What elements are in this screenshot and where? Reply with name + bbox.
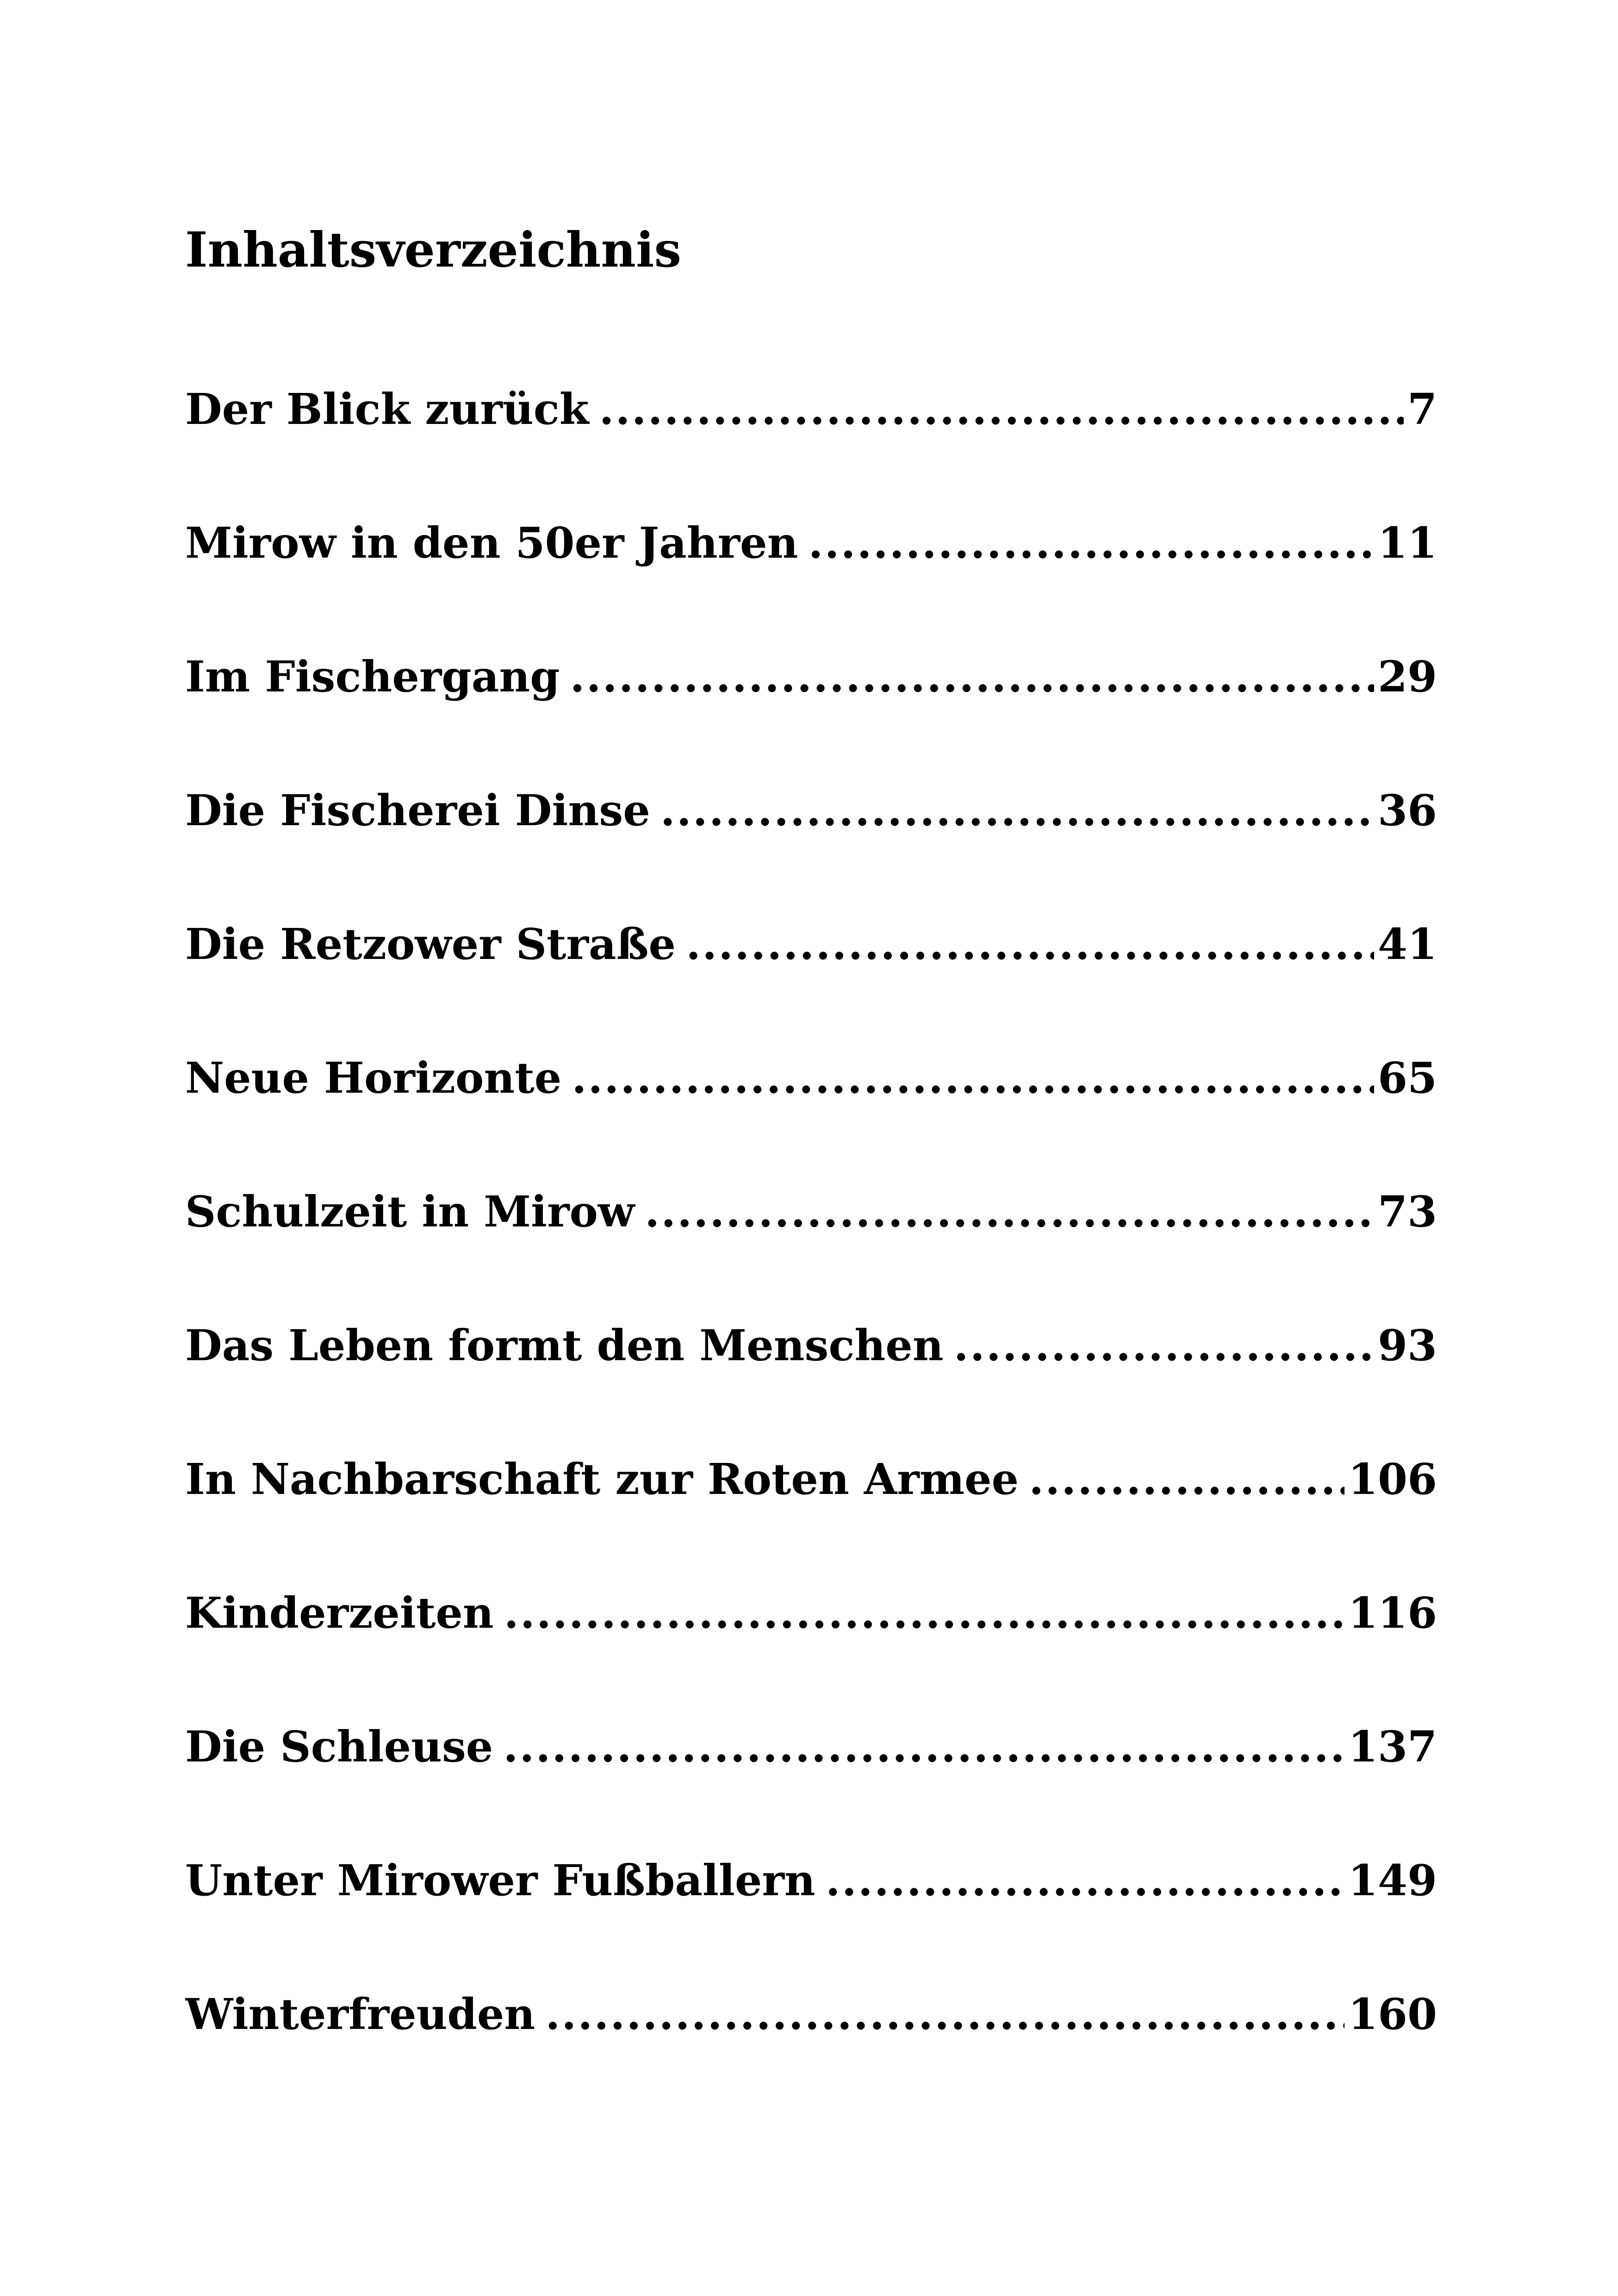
toc-entry-title: Unter Mirower Fußballern xyxy=(185,1859,815,1905)
dot-leader xyxy=(660,789,1374,832)
toc-page-number: 41 xyxy=(1377,923,1437,969)
dot-leader xyxy=(954,1324,1374,1367)
toc-page-number: 149 xyxy=(1348,1859,1437,1905)
dot-leader xyxy=(808,522,1374,564)
toc-entry-title: Die Fischerei Dinse xyxy=(185,789,650,835)
toc-entry xyxy=(185,789,1437,923)
dot-leader xyxy=(545,1993,1344,2035)
toc-entry xyxy=(185,1592,1437,1725)
toc-entry xyxy=(185,1859,1437,1993)
toc-entry xyxy=(185,1458,1437,1592)
dot-leader xyxy=(645,1190,1374,1233)
toc-page-number: 106 xyxy=(1348,1458,1437,1504)
toc-entry xyxy=(185,1190,1437,1324)
toc-entry-title: Kinderzeiten xyxy=(185,1592,494,1638)
dot-leader xyxy=(599,388,1404,430)
dot-leader xyxy=(572,1057,1374,1099)
dot-leader xyxy=(1029,1458,1344,1500)
toc-entry xyxy=(185,388,1437,522)
toc-entry-title: Im Fischergang xyxy=(185,655,560,702)
toc-page-number: 160 xyxy=(1348,1993,1437,2039)
toc-entry xyxy=(185,1057,1437,1190)
toc-page-number: 7 xyxy=(1407,388,1437,434)
toc-page-number: 65 xyxy=(1377,1057,1437,1103)
toc-entry-title: Die Retzower Straße xyxy=(185,923,676,969)
toc-entry xyxy=(185,522,1437,655)
page-title: Inhaltsverzeichnis xyxy=(185,221,682,278)
toc-page-number: 73 xyxy=(1377,1190,1437,1237)
toc-entry-title: Der Blick zurück xyxy=(185,388,589,434)
toc-entry-title: Neue Horizonte xyxy=(185,1057,562,1103)
toc-entry xyxy=(185,923,1437,1057)
toc-page-number: 93 xyxy=(1377,1324,1437,1370)
toc-entry xyxy=(185,1725,1437,1859)
toc-page-number: 11 xyxy=(1377,522,1437,568)
toc-entry-title: Die Schleuse xyxy=(185,1725,493,1772)
toc-entry-title: In Nachbarschaft zur Roten Armee xyxy=(185,1458,1019,1504)
toc-entry xyxy=(185,1324,1437,1458)
dot-leader xyxy=(686,923,1374,965)
table-of-contents xyxy=(185,388,1437,2127)
toc-entry-title: Mirow in den 50er Jahren xyxy=(185,522,798,568)
toc-entry-title: Schulzeit in Mirow xyxy=(185,1190,635,1237)
dot-leader xyxy=(504,1592,1344,1634)
toc-page-number: 36 xyxy=(1377,789,1437,835)
dot-leader xyxy=(826,1859,1344,1902)
toc-page-number: 137 xyxy=(1348,1725,1437,1772)
toc-entry-title: Das Leben formt den Menschen xyxy=(185,1324,944,1370)
dot-leader xyxy=(570,655,1374,698)
toc-page-number: 29 xyxy=(1377,655,1437,702)
dot-leader xyxy=(503,1725,1344,1768)
toc-entry xyxy=(185,655,1437,789)
toc-page-number: 116 xyxy=(1348,1592,1437,1638)
toc-entry-title: Winterfreuden xyxy=(185,1993,535,2039)
toc-entry xyxy=(185,1993,1437,2127)
